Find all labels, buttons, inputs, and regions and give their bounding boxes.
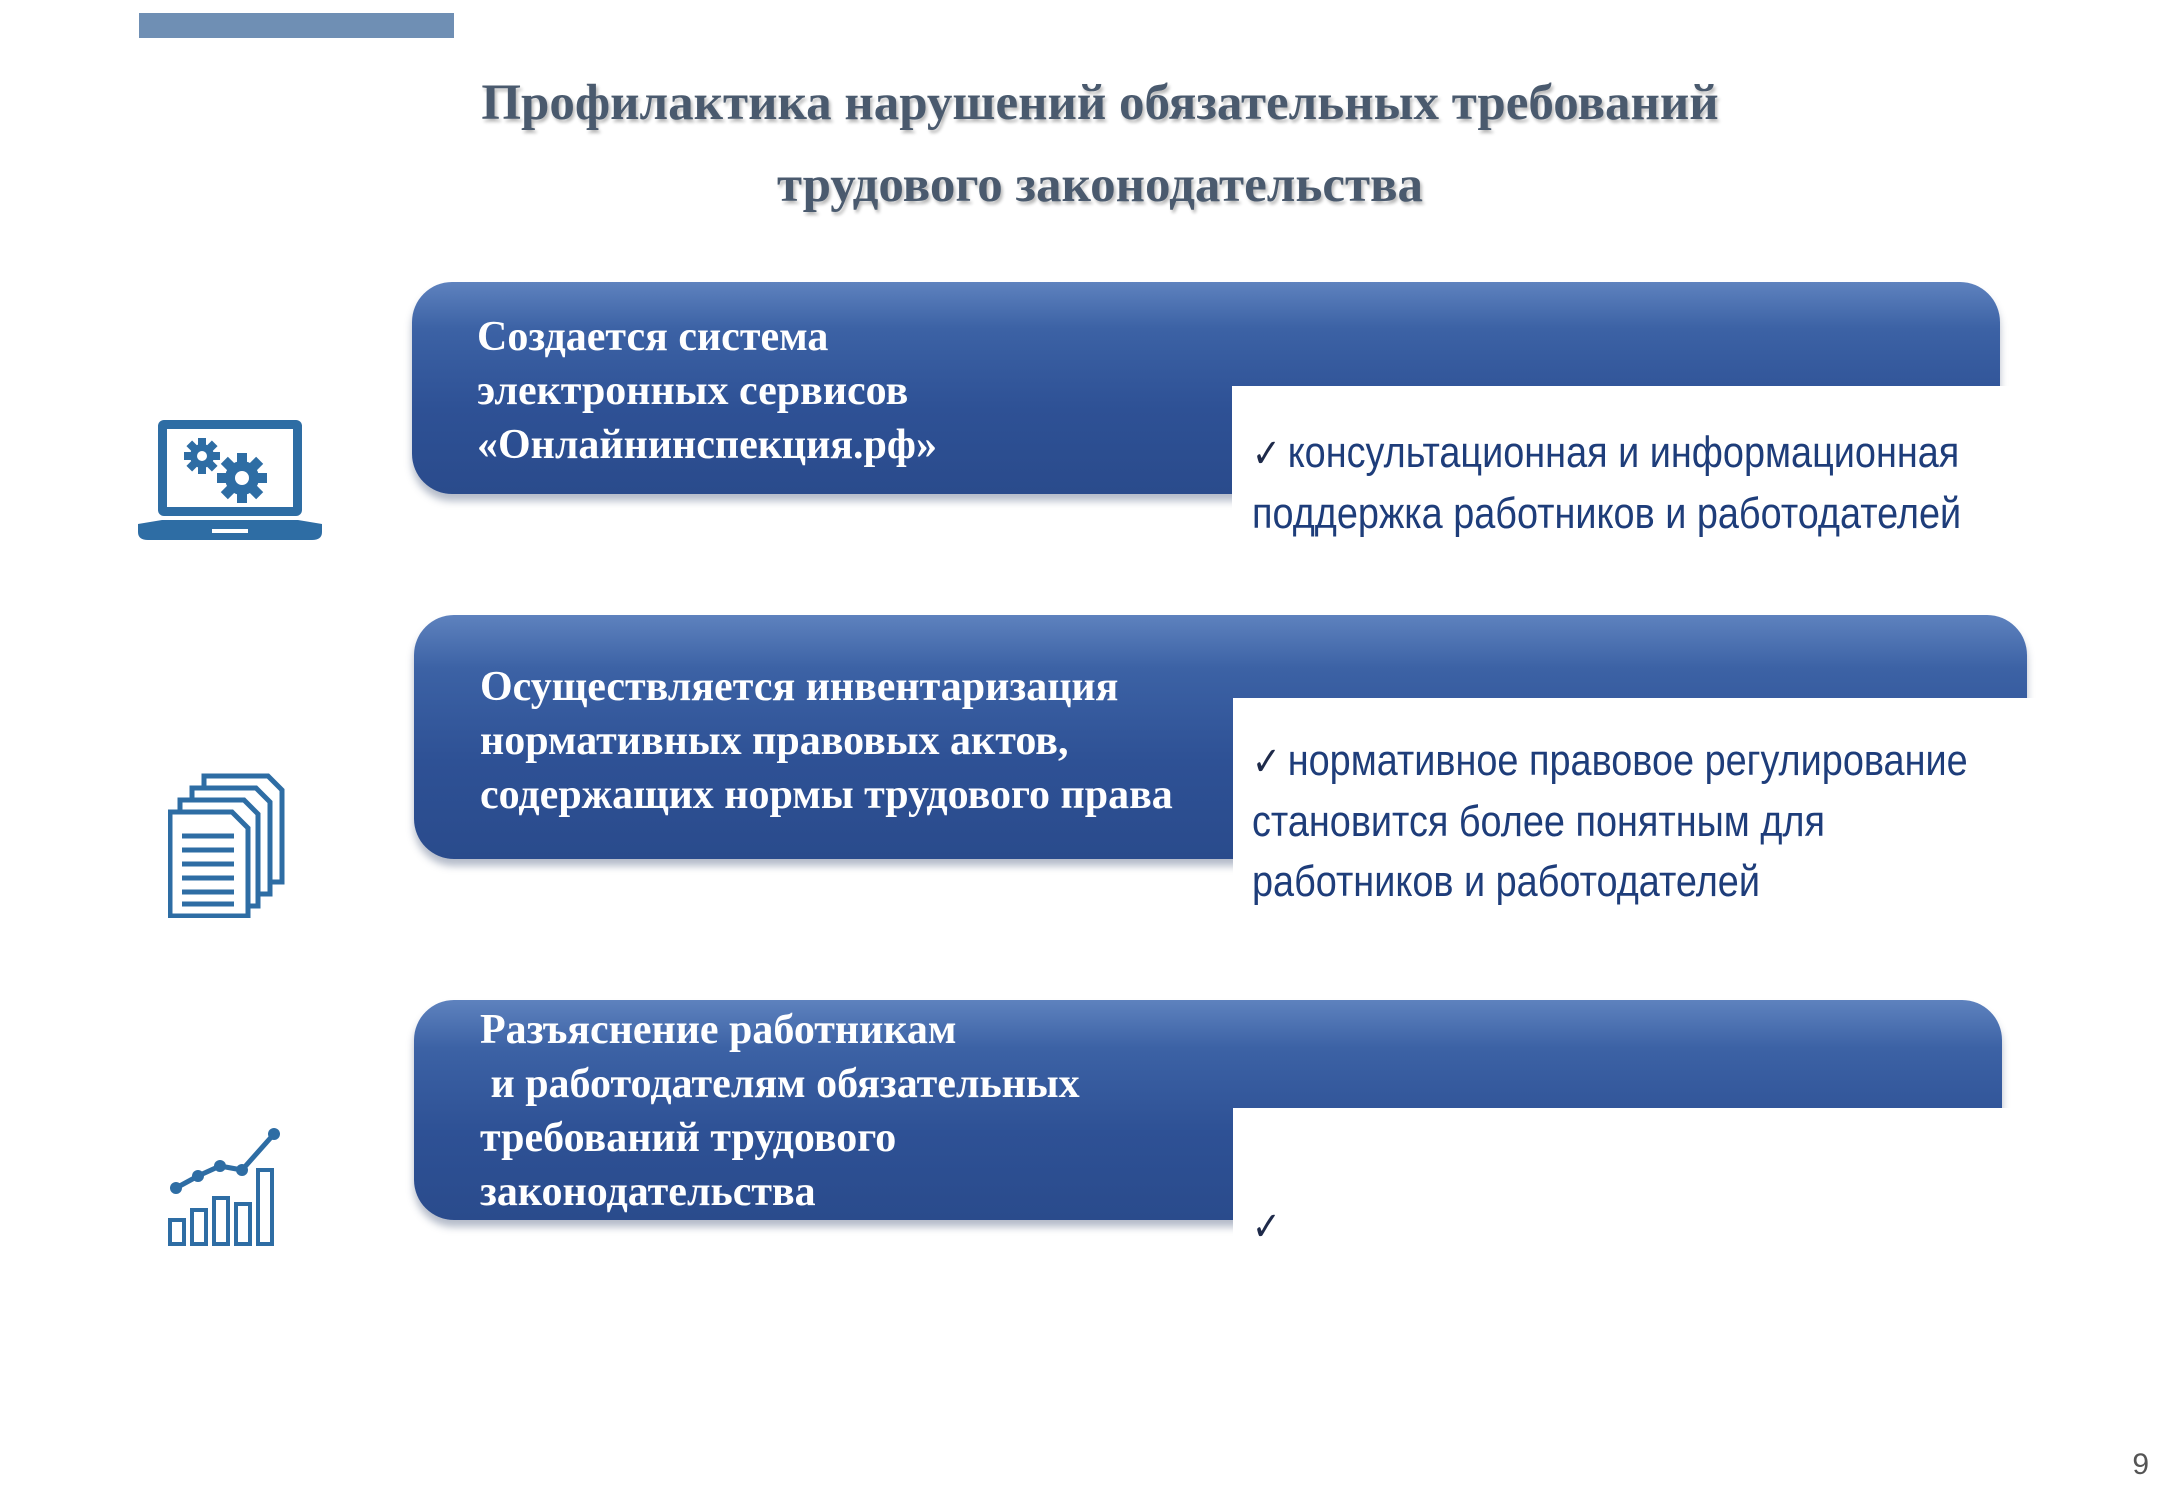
result-card-3 xyxy=(1233,1108,2133,1308)
laptop-gears-icon xyxy=(138,418,322,551)
result-2-line-2: становится более понятным для xyxy=(1252,797,1825,846)
result-1-line-1: консультационная и информационная xyxy=(1287,428,1960,477)
banner-1-line-3: «Онлайнинспекция.рф» xyxy=(477,422,937,468)
banner-3-line-2: и работодателям обязательных xyxy=(480,1061,1080,1107)
result-2-line-3: работников и работодателей xyxy=(1252,857,1760,906)
result-2-line-1: нормативное правовое регулирование xyxy=(1287,736,1968,785)
page-number: 9 xyxy=(2132,1448,2149,1481)
banner-2-line-3: содержащих нормы трудового права xyxy=(480,772,1173,818)
documents-icon xyxy=(168,772,288,923)
banner-3-line-1: Разъяснение работникам xyxy=(480,1007,957,1053)
banner-2-line-1: Осуществляется инвентаризация xyxy=(480,664,1119,710)
banner-text-2 xyxy=(480,660,1173,822)
result-text-3 xyxy=(1252,1196,1288,1257)
result-text-1 xyxy=(1252,423,1961,544)
banner-1-line-1: Создается система xyxy=(477,314,829,360)
result-text-2 xyxy=(1252,731,1968,912)
growth-chart-icon xyxy=(166,1124,290,1253)
banner-text-3 xyxy=(480,1003,1080,1219)
accent-bar xyxy=(139,13,454,38)
result-1-line-2: поддержка работников и работодателей xyxy=(1252,489,1962,538)
banner-text-1 xyxy=(477,310,937,472)
banner-3-line-4: законодательства xyxy=(480,1169,816,1215)
title-line-2: трудового законодательства xyxy=(776,157,1424,213)
checkmark-icon: ✓ xyxy=(1252,739,1281,785)
banner-3-line-3: требований трудового xyxy=(480,1115,897,1161)
checkmark-icon: ✓ xyxy=(1252,1204,1281,1250)
checkmark-icon: ✓ xyxy=(1252,431,1281,477)
banner-2-line-2: нормативных правовых актов, xyxy=(480,718,1069,764)
banner-1-line-2: электронных сервисов xyxy=(477,368,909,414)
title-line-1: Профилактика нарушений обязательных требований xyxy=(481,75,1719,131)
page-title xyxy=(240,62,1960,226)
